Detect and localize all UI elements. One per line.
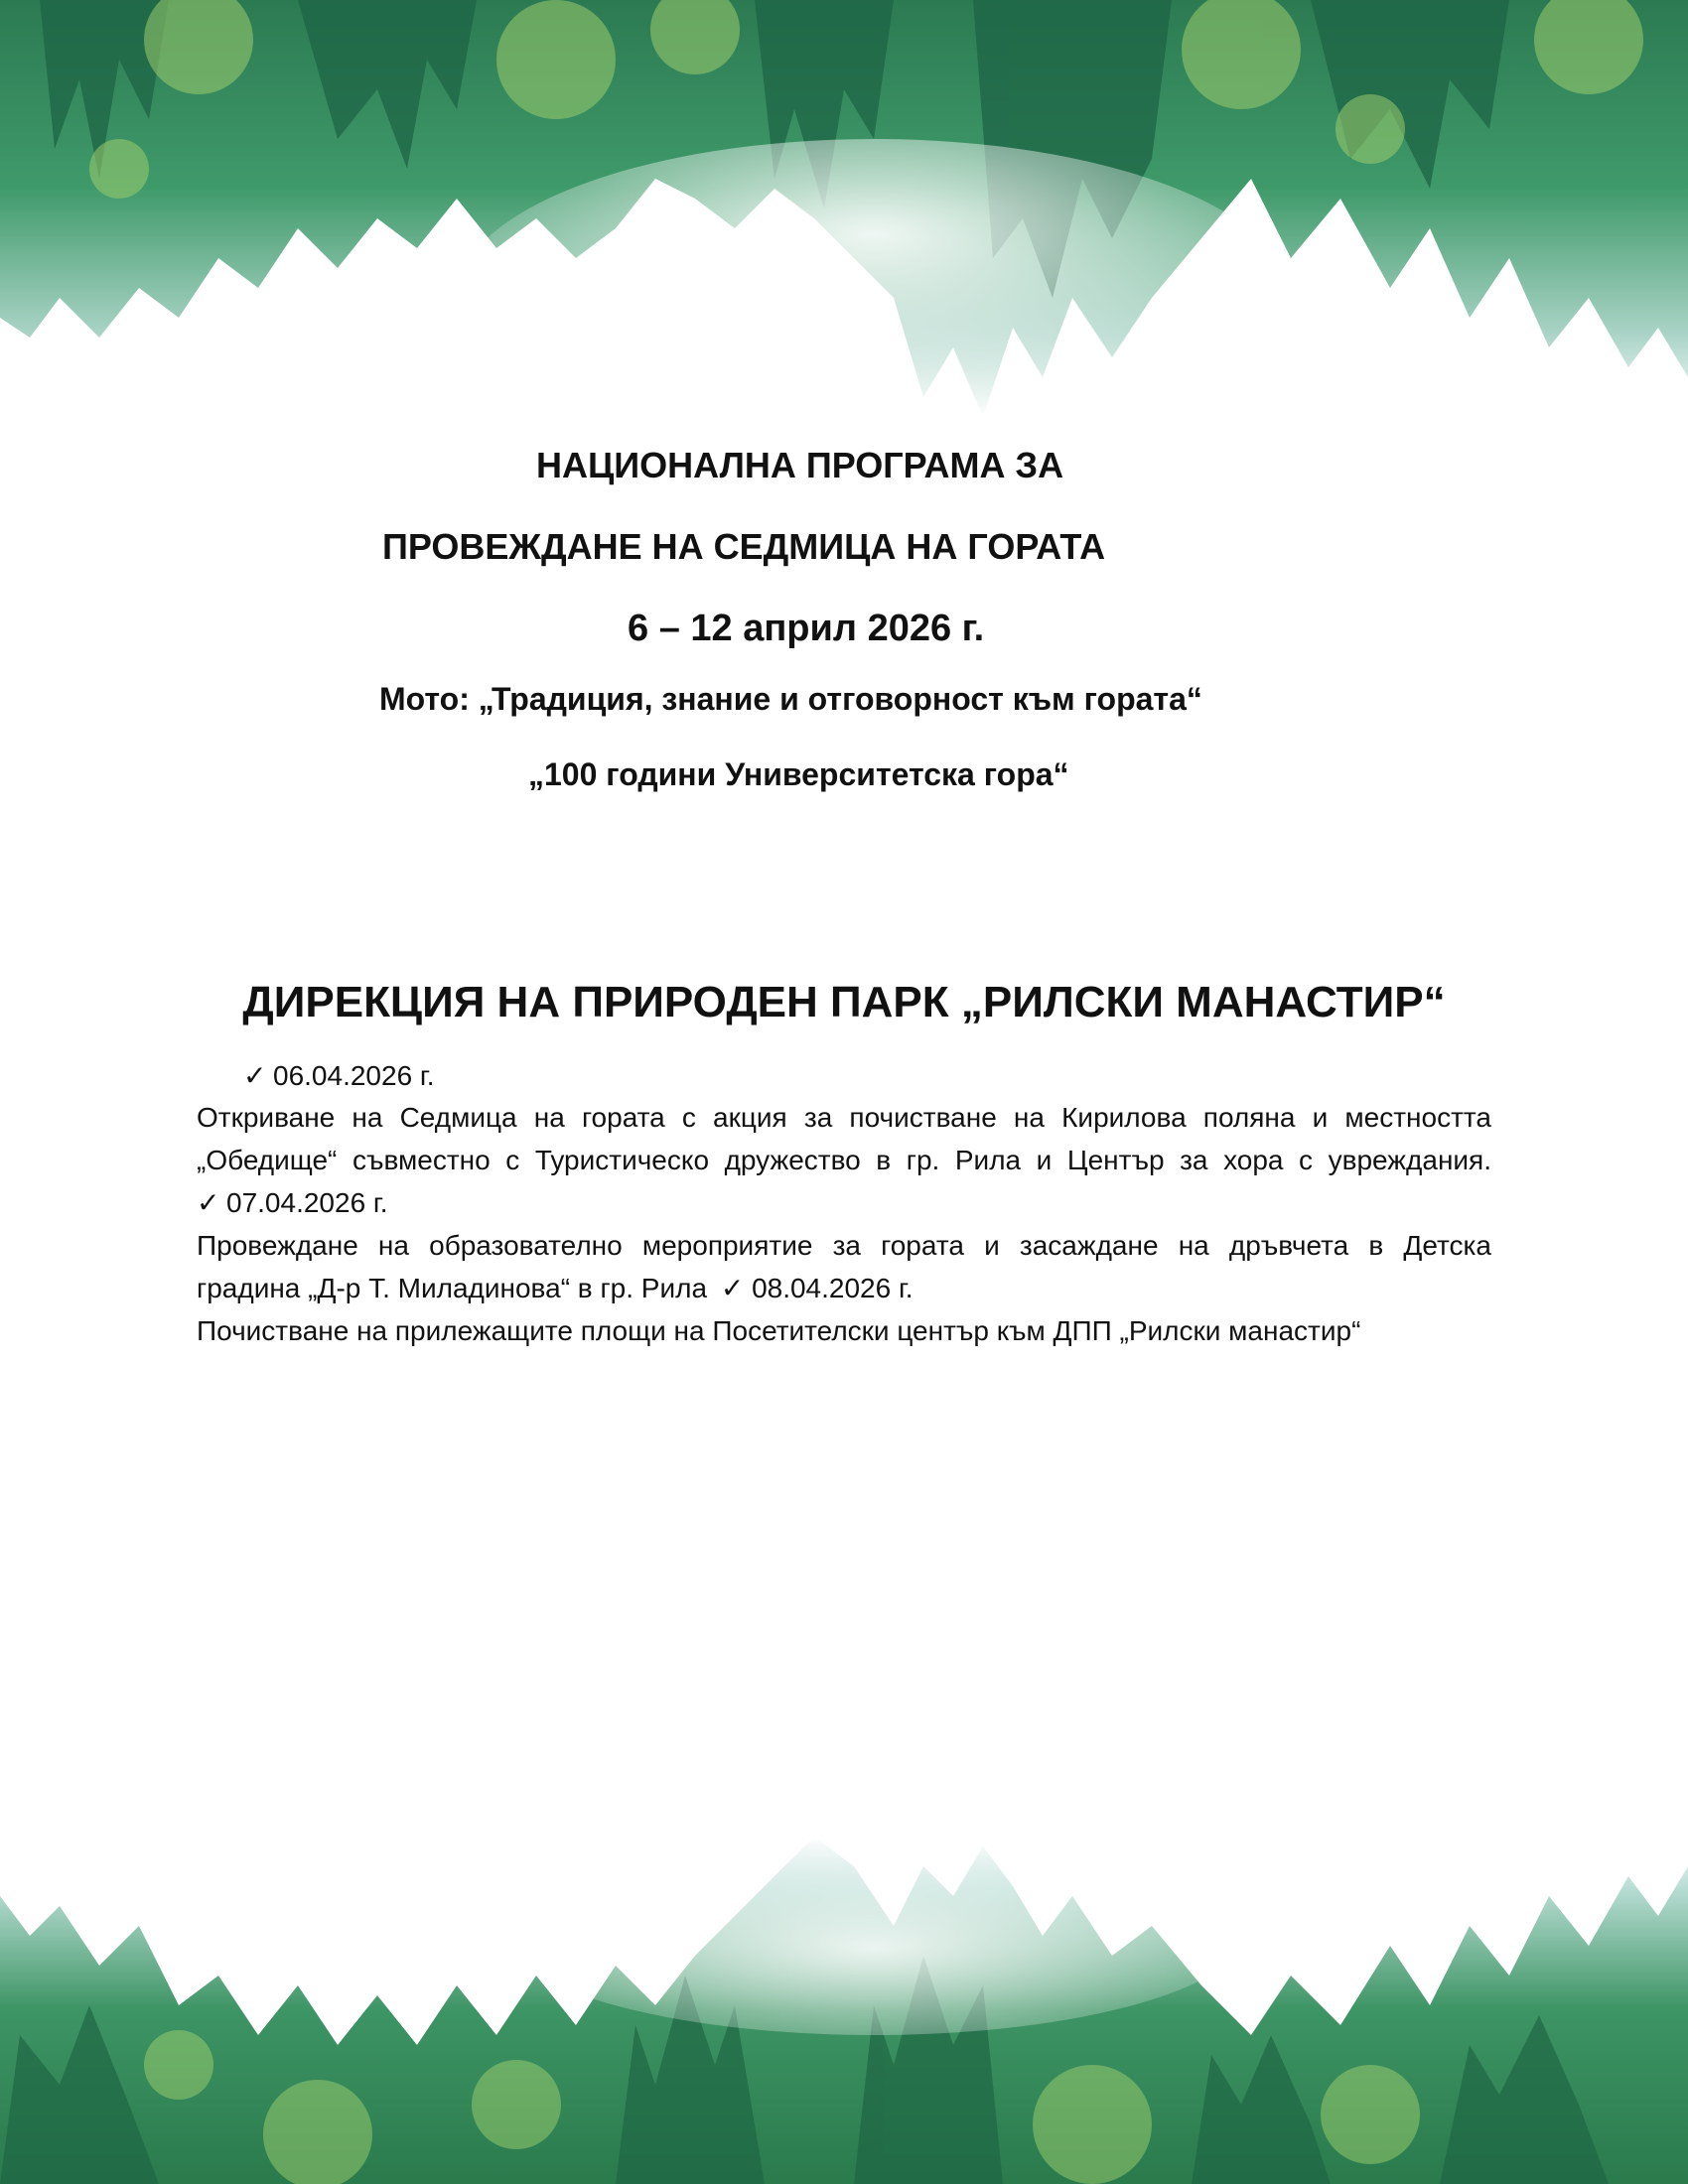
bottom-forest-decoration bbox=[0, 1807, 1688, 2184]
program-title-line1: НАЦИОНАЛНА ПРОГРАМА ЗА bbox=[536, 445, 1064, 485]
event-date-3: 08.04.2026 г. bbox=[752, 1273, 914, 1303]
section-heading: ДИРЕКЦИЯ НА ПРИРОДЕН ПАРК „РИЛСКИ МАНАСТИР“ bbox=[242, 978, 1446, 1026]
program-anniversary: „100 години Университетска гора“ bbox=[528, 756, 1069, 792]
forest-treeline-image bbox=[0, 1807, 1688, 2184]
event-date-1 bbox=[243, 1054, 1538, 1097]
event-description-2-line2 bbox=[197, 1267, 1491, 1309]
forest-canopy-image bbox=[0, 0, 1688, 437]
checkmark-icon: ✓ bbox=[720, 1272, 745, 1304]
program-dates: 6 – 12 април 2026 г. bbox=[628, 608, 985, 649]
top-forest-decoration bbox=[0, 0, 1688, 437]
event-date-2 bbox=[197, 1181, 1491, 1224]
program-title-line2: ПРОВЕЖДАНЕ НА СЕДМИЦА НА ГОРАТА bbox=[382, 526, 1106, 567]
program-motto: Мото: „Традиция, знание и отговорност към гората“ bbox=[379, 681, 1202, 717]
event-date-text: 06.04.2026 г. bbox=[273, 1060, 435, 1091]
event-description-3: Почистване на прилежащите площи на Посетителски център към ДПП „Рилски манастир“ bbox=[197, 1315, 1361, 1346]
checkmark-icon: ✓ bbox=[197, 1186, 220, 1219]
event-description-2-line1: Провеждане на образователно мероприятие за гората и засаждане на дръвчета в Детска bbox=[197, 1230, 1491, 1261]
event-description-2-tail: градина „Д-р Т. Миладинова“ в гр. Рила bbox=[197, 1273, 708, 1303]
event-description-1-line1: Откриване на Седмица на гората с акция за почистване на Кирилова поляна и местността bbox=[197, 1102, 1491, 1133]
event-date-text: 07.04.2026 г. bbox=[226, 1187, 388, 1218]
checkmark-icon: ✓ bbox=[243, 1059, 267, 1092]
event-description-1-line2: „Обедище“ съвместно с Туристическо дружество в гр. Рила и Център за хора с увреждания. bbox=[197, 1145, 1491, 1175]
